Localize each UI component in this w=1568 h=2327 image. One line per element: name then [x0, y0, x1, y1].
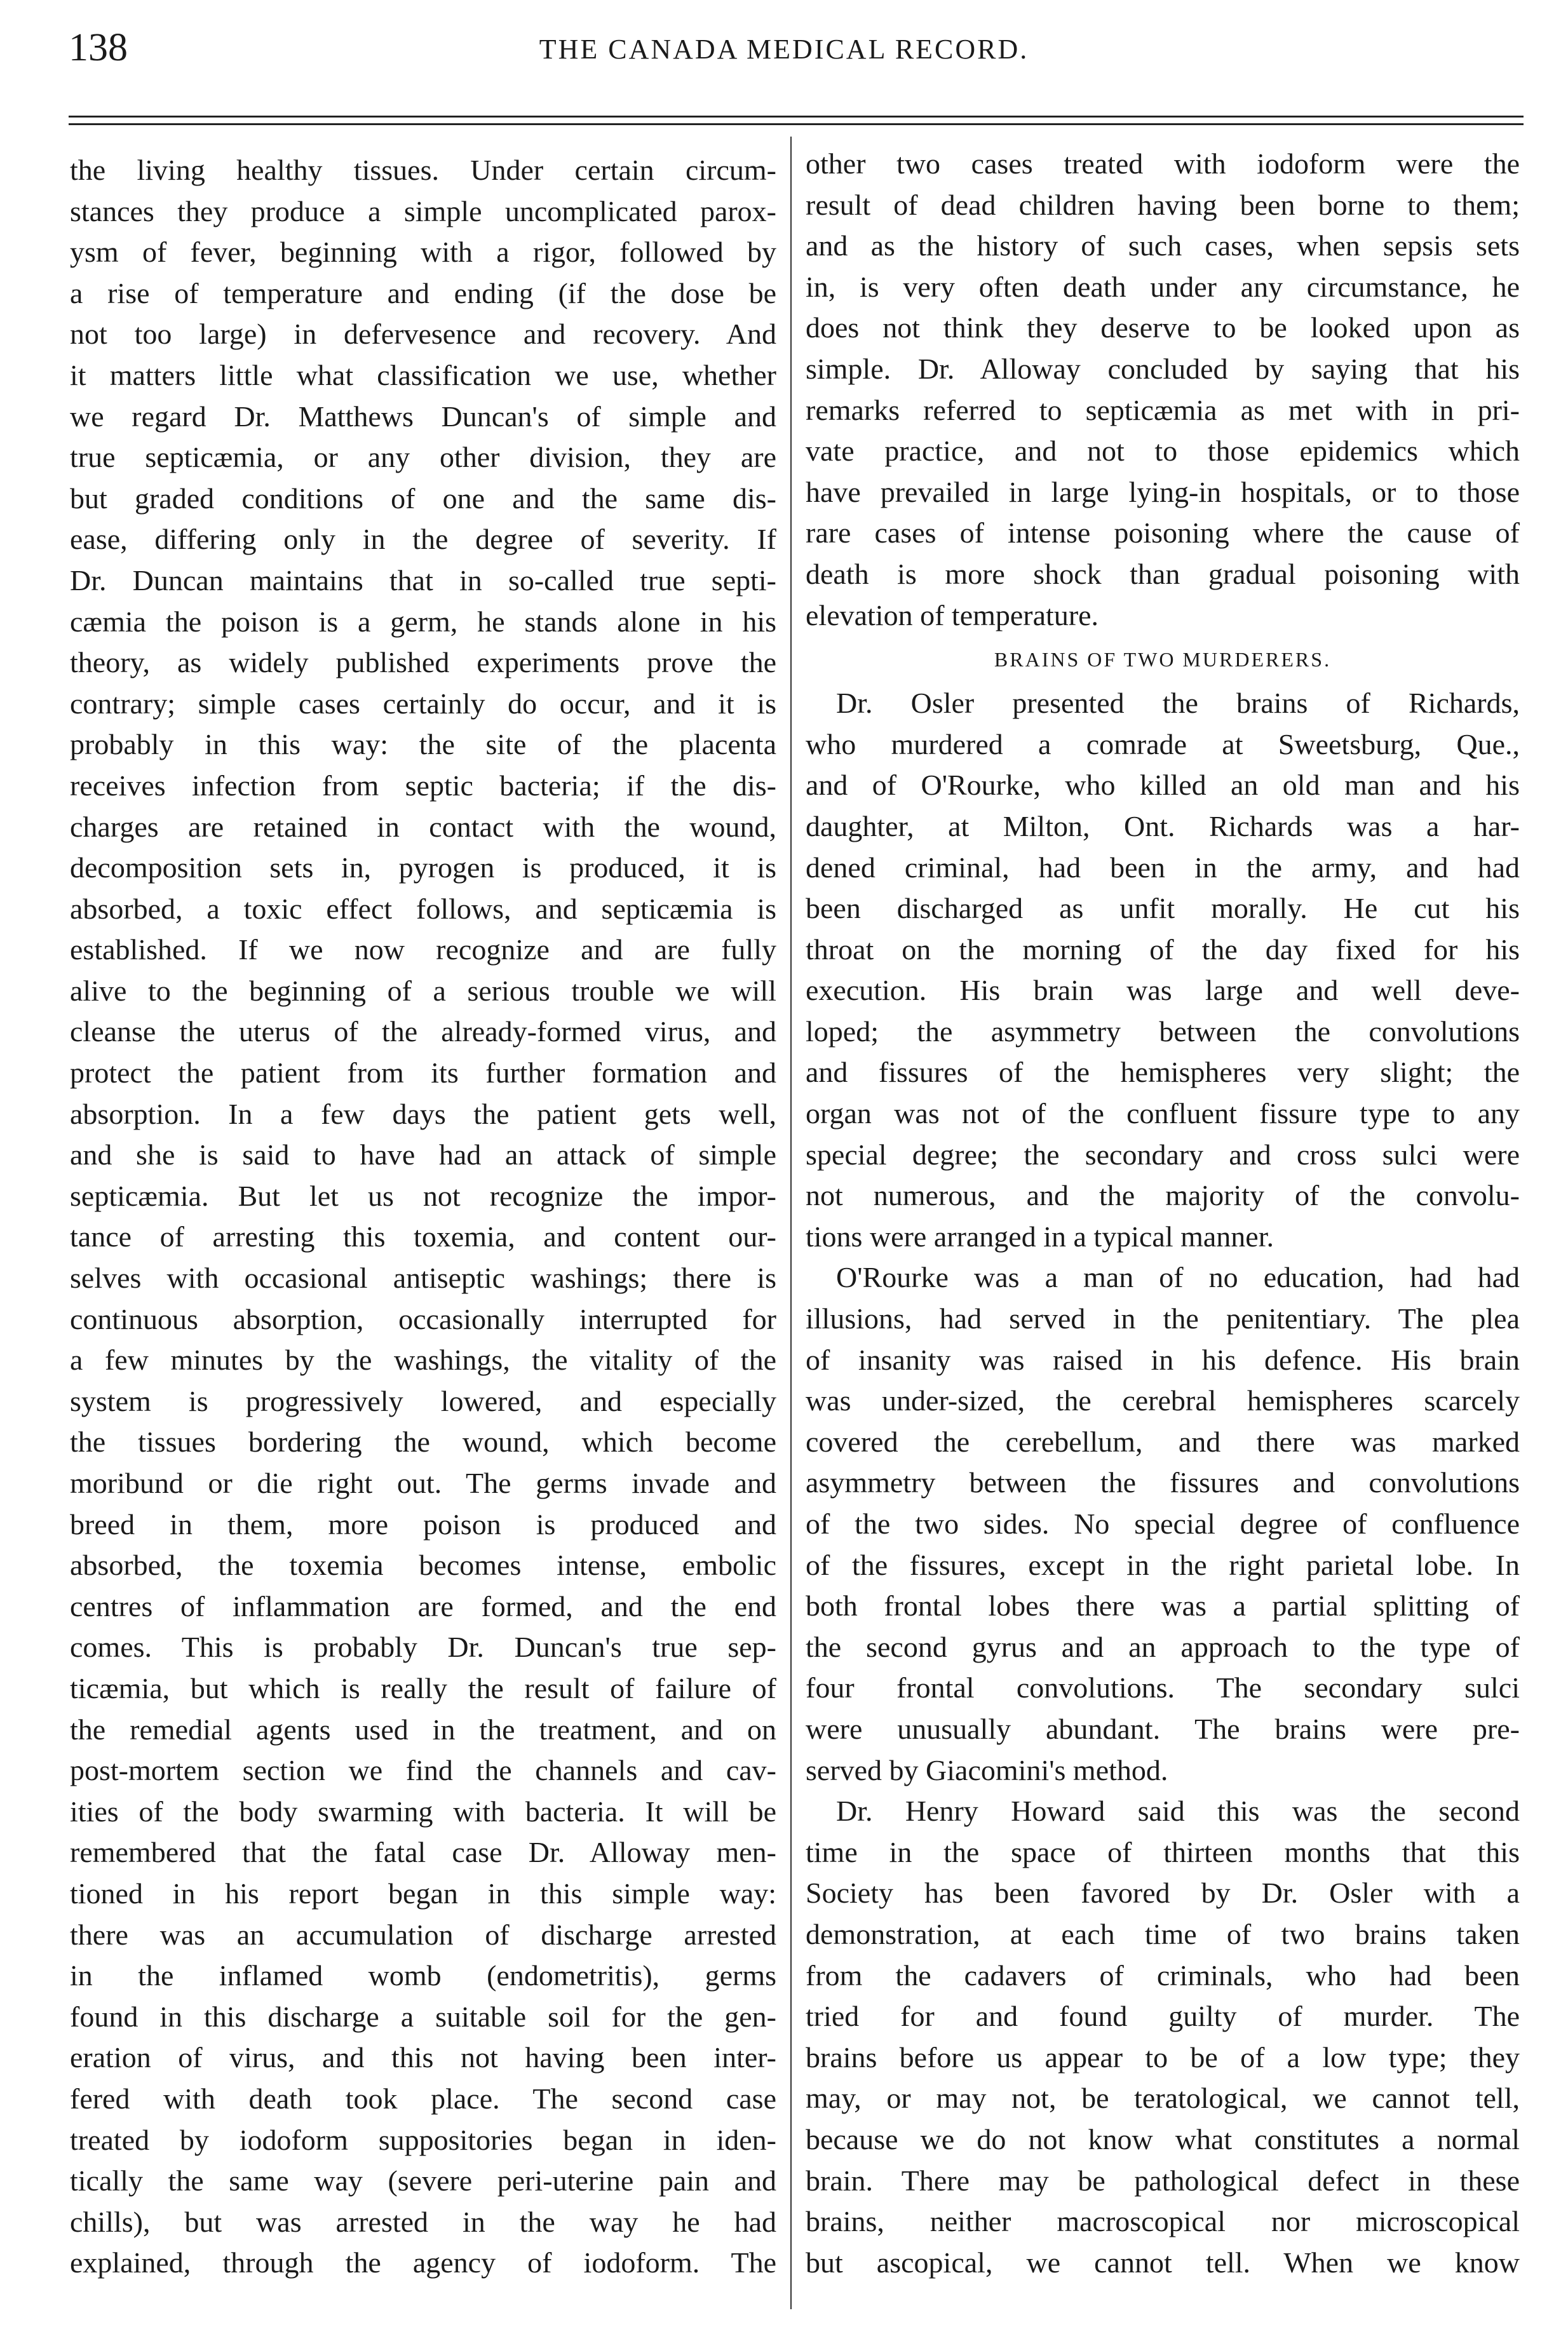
text-line: cleanse the uterus of the already-formed virus, and — [70, 1015, 776, 1048]
text-line: ysm of fever, beginning with a rigor, followed by — [70, 236, 776, 269]
paragraph — [806, 1791, 1520, 2283]
text-line: served by Giacomini's method. — [806, 1753, 1168, 1786]
text-line: and of O'Rourke, who killed an old man and his — [806, 769, 1520, 802]
text-line: time in the space of thirteen months that this — [806, 1835, 1520, 1868]
text-line: does not think they deserve to be looked upon as — [806, 311, 1520, 344]
text-line: not too large) in defervesence and recovery. And — [70, 318, 776, 351]
text-line: was under-sized, the cerebral hemispheres scarcely — [806, 1384, 1520, 1417]
text-line: selves with occasional antiseptic washings; there is — [70, 1262, 776, 1295]
text-line: theory, as widely published experiments prove the — [70, 646, 776, 679]
text-line: system is progressively lowered, and especially — [70, 1384, 776, 1417]
text-line: breed in them, more poison is produced and — [70, 1507, 776, 1541]
paragraph — [806, 683, 1520, 1257]
text-line: in, is very often death under any circumstance, he — [806, 270, 1520, 303]
text-line: other two cases treated with iodoform were the — [806, 147, 1520, 180]
text-line: brain. There may be pathological defect in these — [806, 2164, 1520, 2197]
text-line: brains, neither macroscopical nor microscopical — [806, 2205, 1520, 2238]
text-line: septicæmia. But let us not recognize the impor- — [70, 1179, 776, 1212]
text-line: Dr. Duncan maintains that in so-called true septi- — [70, 563, 776, 597]
text-line: tioned in his report began in this simple way: — [70, 1877, 776, 1910]
text-line: but graded conditions of one and the same dis- — [70, 482, 776, 515]
left-column — [70, 150, 776, 2284]
text-line: both frontal lobes there was a partial splitting of — [806, 1589, 1520, 1622]
text-line: tically the same way (severe peri-uterine pain and — [70, 2164, 776, 2197]
text-line: receives infection from septic bacteria; if the dis- — [70, 769, 776, 802]
text-line: chills), but was arrested in the way he had — [70, 2205, 776, 2238]
text-line: explained, through the agency of iodoform. The — [70, 2246, 776, 2279]
text-line: in the inflamed womb (endometritis), germs — [70, 1959, 776, 1992]
text-line: probably in this way: the site of the placenta — [70, 728, 776, 761]
text-line: from the cadavers of criminals, who had been — [806, 1959, 1520, 1992]
text-line: continuous absorption, occasionally interrupted for — [70, 1302, 776, 1335]
text-line: organ was not of the confluent fissure type to any — [806, 1097, 1520, 1130]
text-line: treated by iodoform suppositories began in iden- — [70, 2123, 776, 2156]
text-line: remarks referred to septicæmia as met with in pri- — [806, 393, 1520, 426]
text-line: because we do not know what constitutes a normal — [806, 2122, 1520, 2155]
text-line: ease, differing only in the degree of severity. If — [70, 523, 776, 556]
text-line: decomposition sets in, pyrogen is produced, it is — [70, 851, 776, 884]
text-line: four frontal convolutions. The secondary sulci — [806, 1671, 1520, 1704]
text-line: rare cases of intense poisoning where the cause of — [806, 516, 1520, 550]
text-line: stances they produce a simple uncomplicated parox- — [70, 194, 776, 227]
text-line: illusions, had served in the penitentiary. The plea — [806, 1302, 1520, 1335]
text-line: demonstration, at each time of two brains taken — [806, 1917, 1520, 1950]
text-line: the remedial agents used in the treatment, and on — [70, 1713, 776, 1746]
text-line: brains before us appear to be of a low type; they — [806, 2040, 1520, 2074]
text-line: been discharged as unfit morally. He cut his — [806, 892, 1520, 925]
text-line: it matters little what classification we use, whether — [70, 358, 776, 391]
text-line: we regard Dr. Matthews Duncan's of simple and — [70, 400, 776, 433]
text-line: absorption. In a few days the patient gets well, — [70, 1097, 776, 1130]
text-line: contrary; simple cases certainly do occur, and it is — [70, 687, 776, 720]
text-line: not numerous, and the majority of the convolu- — [806, 1179, 1520, 1212]
text-line: loped; the asymmetry between the convolutions — [806, 1015, 1520, 1048]
page-number: 138 — [69, 26, 128, 69]
text-line: may, or may not, be teratological, we cannot tell, — [806, 2082, 1520, 2115]
text-line: protect the patient from its further formation and — [70, 1056, 776, 1089]
paragraph — [806, 1257, 1520, 1791]
text-line: ticæmia, but which is really the result of failure of — [70, 1671, 776, 1704]
section-heading: BRAINS OF TWO MURDERERS. — [994, 648, 1332, 671]
text-line: the second gyrus and an approach to the type of — [806, 1630, 1520, 1663]
text-line: a rise of temperature and ending (if the dose be — [70, 276, 776, 309]
text-line: of the two sides. No special degree of confluence — [806, 1507, 1520, 1540]
text-line: post-mortem section we find the channels and cav- — [70, 1754, 776, 1787]
text-line: absorbed, a toxic effect follows, and septicæmia is — [70, 892, 776, 925]
text-line: eration of virus, and this not having been inter- — [70, 2041, 776, 2074]
text-line: result of dead children having been borne to them; — [806, 188, 1520, 221]
text-line: ities of the body swarming with bacteria. It will be — [70, 1795, 776, 1828]
text-line: death is more shock than gradual poisoning with — [806, 557, 1520, 590]
text-line: there was an accumulation of discharge arrested — [70, 1918, 776, 1951]
text-line: and she is said to have had an attack of simple — [70, 1138, 776, 1171]
text-line: tance of arresting this toxemia, and content our- — [70, 1220, 776, 1253]
text-line: the living healthy tissues. Under certain circum- — [70, 154, 776, 186]
text-line: throat on the morning of the day fixed for his — [806, 933, 1520, 966]
text-line: daughter, at Milton, Ont. Richards was a har- — [806, 809, 1520, 842]
text-line: moribund or die right out. The germs invade and — [70, 1467, 776, 1499]
text-line: of the fissures, except in the right parietal lobe. In — [806, 1548, 1520, 1581]
text-line: of insanity was raised in his defence. His brain — [806, 1343, 1520, 1376]
text-line: Society has been favored by Dr. Osler with a — [806, 1877, 1520, 1910]
text-line: and as the history of such cases, when sepsis sets — [806, 229, 1520, 262]
text-line: Dr. Henry Howard said this was the second — [836, 1795, 1520, 1828]
text-line: elevation of temperature. — [806, 598, 1099, 631]
text-line: O'Rourke was a man of no education, had had — [836, 1261, 1520, 1294]
text-line: a few minutes by the washings, the vitality of the — [70, 1344, 776, 1377]
text-line: have prevailed in large lying-in hospitals, or to those — [806, 475, 1520, 508]
text-line: found in this discharge a suitable soil for the gen- — [70, 2000, 776, 2033]
text-line: asymmetry between the fissures and convolutions — [806, 1466, 1520, 1499]
text-line: and fissures of the hemispheres very slight; the — [806, 1056, 1520, 1089]
text-line: centres of inflammation are formed, and the end — [70, 1589, 776, 1622]
text-line: absorbed, the toxemia becomes intense, embolic — [70, 1549, 776, 1582]
text-line: comes. This is probably Dr. Duncan's true sep- — [70, 1631, 776, 1664]
text-line: dened criminal, had been in the army, and had — [806, 851, 1520, 884]
text-line: alive to the beginning of a serious trouble we will — [70, 974, 776, 1007]
text-line: simple. Dr. Alloway concluded by saying that his — [806, 352, 1520, 385]
text-line: remembered that the fatal case Dr. Alloway men- — [70, 1836, 776, 1869]
text-line: charges are retained in contact with the wound, — [70, 810, 776, 843]
running-header: THE CANADA MEDICAL RECORD. — [539, 34, 1029, 65]
text-line: but ascopical, we cannot tell. When we know — [806, 2246, 1520, 2279]
text-line: who murdered a comrade at Sweetsburg, Que., — [806, 727, 1520, 760]
text-line: cæmia the poison is a germ, he stands alone in his — [70, 605, 776, 638]
text-line: tried for and found guilty of murder. The — [806, 2000, 1520, 2033]
text-line: covered the cerebellum, and there was marked — [806, 1425, 1520, 1458]
text-line: Dr. Osler presented the brains of Richards, — [836, 687, 1520, 720]
text-line: special degree; the secondary and cross sulci were — [806, 1138, 1520, 1171]
column-divider — [790, 137, 792, 2309]
text-line: execution. His brain was large and well deve- — [806, 974, 1520, 1007]
text-line: vate practice, and not to those epidemics which — [806, 435, 1520, 468]
text-line: true septicæmia, or any other division, they are — [70, 441, 776, 474]
text-line: the tissues bordering the wound, which become — [70, 1426, 776, 1459]
header-rule — [69, 123, 1524, 125]
text-line: fered with death took place. The second case — [70, 2082, 776, 2115]
text-line: established. If we now recognize and are fully — [70, 933, 776, 966]
text-line: tions were arranged in a typical manner. — [806, 1220, 1274, 1253]
header-rule — [69, 116, 1524, 118]
right-column — [806, 144, 1520, 2283]
paragraph — [806, 144, 1520, 636]
text-line: were unusually abundant. The brains were pre- — [806, 1712, 1520, 1745]
